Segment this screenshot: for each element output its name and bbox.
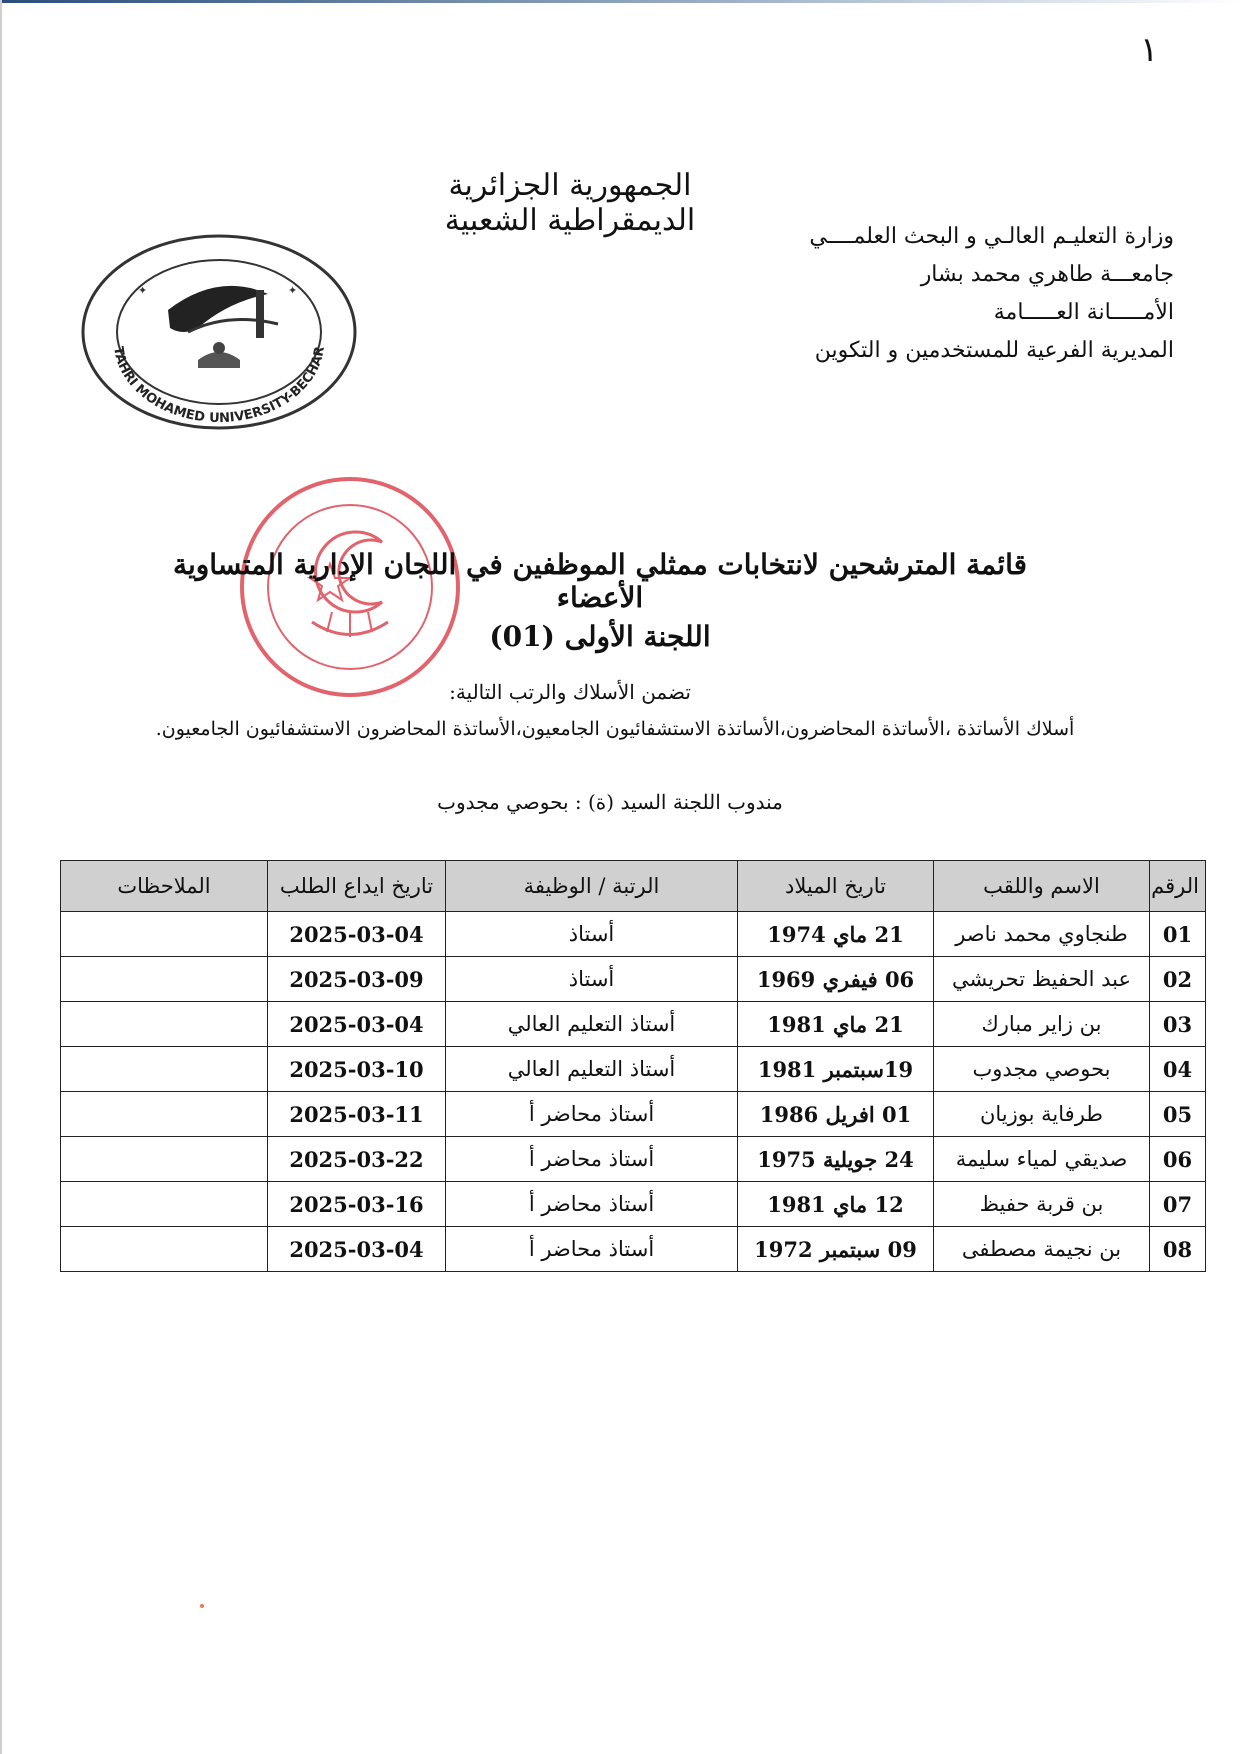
cell-grade: أستاذ — [446, 912, 738, 957]
cell-filing-date: 2025-03-04 — [268, 912, 446, 957]
ministry-block — [714, 218, 1174, 370]
svg-text:✦: ✦ — [288, 284, 298, 297]
table-header-row — [61, 861, 1206, 912]
cell-name: بن نجيمة مصطفى — [934, 1227, 1150, 1272]
table-row — [61, 957, 1206, 1002]
cell-filing-date: 2025-03-04 — [268, 1002, 446, 1047]
cell-notes — [61, 1092, 268, 1137]
cell-grade: أستاذ — [446, 957, 738, 1002]
cell-grade: أستاذ محاضر أ — [446, 1137, 738, 1182]
svg-text:✦: ✦ — [138, 284, 148, 297]
cell-name: عبد الحفيظ تحريشي — [934, 957, 1150, 1002]
scan-left-edge — [0, 0, 2, 1754]
document-title: قائمة المترشحين لانتخابات ممثلي الموظفين في اللجان الإدارية المتساوية الأعضاء — [172, 548, 1028, 614]
scan-edge-line — [0, 0, 1240, 3]
header-name: الاسم واللقب — [934, 861, 1150, 912]
cell-birth-date: 12 ماي 1981 — [738, 1182, 934, 1227]
cell-grade: أستاذ التعليم العالي — [446, 1002, 738, 1047]
cell-birth-date: 09 سبتمبر 1972 — [738, 1227, 934, 1272]
cell-notes — [61, 1227, 268, 1272]
cell-filing-date: 2025-03-10 — [268, 1047, 446, 1092]
cell-filing-date: 2025-03-16 — [268, 1182, 446, 1227]
cell-notes — [61, 1047, 268, 1092]
committee-delegate: مندوب اللجنة السيد (ة) : بحوصي مجدوب — [437, 790, 783, 814]
header-notes: الملاحظات — [61, 861, 268, 912]
cell-name: طنجاوي محمد ناصر — [934, 912, 1150, 957]
includes-label: تضمن الأسلاك والرتب التالية: — [449, 680, 691, 704]
header-number: الرقم — [1150, 861, 1206, 912]
cell-name: بن قربة حفيظ — [934, 1182, 1150, 1227]
table-row — [61, 1002, 1206, 1047]
cell-grade: أستاذ محاضر أ — [446, 1182, 738, 1227]
cell-grade: أستاذ التعليم العالي — [446, 1047, 738, 1092]
republic-heading: الجمهورية الجزائرية الديمقراطية الشعبية — [444, 168, 696, 238]
cell-filing-date: 2025-03-22 — [268, 1137, 446, 1182]
cell-name: صديقي لمياء سليمة — [934, 1137, 1150, 1182]
cell-filing-date: 2025-03-09 — [268, 957, 446, 1002]
cell-name: بحوصي مجدوب — [934, 1047, 1150, 1092]
ministry-line: وزارة التعليـم العالـي و البحث العلمــــي — [809, 224, 1174, 249]
table-row — [61, 1047, 1206, 1092]
cell-name: طرفاية بوزيان — [934, 1092, 1150, 1137]
cell-birth-date: 01 افريل 1986 — [738, 1092, 934, 1137]
cell-number: 02 — [1150, 957, 1206, 1002]
scan-speck — [200, 1604, 204, 1608]
cell-birth-date: 24 جويلية 1975 — [738, 1137, 934, 1182]
university-seal-icon — [78, 232, 360, 432]
page-number: ١ — [1140, 30, 1159, 70]
table-row — [61, 1227, 1206, 1272]
cell-name: بن زاير مبارك — [934, 1002, 1150, 1047]
table-row — [61, 1092, 1206, 1137]
header-grade: الرتبة / الوظيفة — [446, 861, 738, 912]
header-filing-date: تاريخ ايداع الطلب — [268, 861, 446, 912]
cell-notes — [61, 1137, 268, 1182]
table-row — [61, 912, 1206, 957]
candidates-table — [60, 860, 1206, 1272]
table-row — [61, 1137, 1206, 1182]
cell-notes — [61, 1182, 268, 1227]
cell-birth-date: 06 فيفري 1969 — [738, 957, 934, 1002]
cell-birth-date: 21 ماي 1974 — [738, 912, 934, 957]
cell-number: 07 — [1150, 1182, 1206, 1227]
cell-filing-date: 2025-03-11 — [268, 1092, 446, 1137]
cell-birth-date: 21 ماي 1981 — [738, 1002, 934, 1047]
cell-number: 03 — [1150, 1002, 1206, 1047]
header-birth-date: تاريخ الميلاد — [738, 861, 934, 912]
directorate-line: المديرية الفرعية للمستخدمين و التكوين — [814, 338, 1174, 363]
corps-text: أسلاك الأساتذة ،الأساتذة المحاضرون،الأساتذة الاستشفائيون الجامعيون،الأساتذة المحاضرون الاستشفائيون الجامعيون. — [155, 718, 1075, 740]
cell-grade: أستاذ محاضر أ — [446, 1227, 738, 1272]
cell-number: 06 — [1150, 1137, 1206, 1182]
cell-notes — [61, 1002, 268, 1047]
cell-grade: أستاذ محاضر أ — [446, 1092, 738, 1137]
cell-notes — [61, 912, 268, 957]
university-line: جامعـــة طاهري محمد بشار — [920, 262, 1174, 287]
cell-notes — [61, 957, 268, 1002]
committee-subtitle: اللجنة الأولى (01) — [489, 620, 711, 653]
cell-birth-date: 19سبتمبر 1981 — [738, 1047, 934, 1092]
cell-number: 04 — [1150, 1047, 1206, 1092]
secretariat-line: الأمـــــانة العـــــامة — [993, 300, 1174, 325]
cell-filing-date: 2025-03-04 — [268, 1227, 446, 1272]
seal-ring-text: TAHRI MOHAMED UNIVERSITY-BECHAR — [110, 345, 328, 427]
table-row — [61, 1182, 1206, 1227]
cell-number: 08 — [1150, 1227, 1206, 1272]
cell-number: 01 — [1150, 912, 1206, 957]
cell-number: 05 — [1150, 1092, 1206, 1137]
